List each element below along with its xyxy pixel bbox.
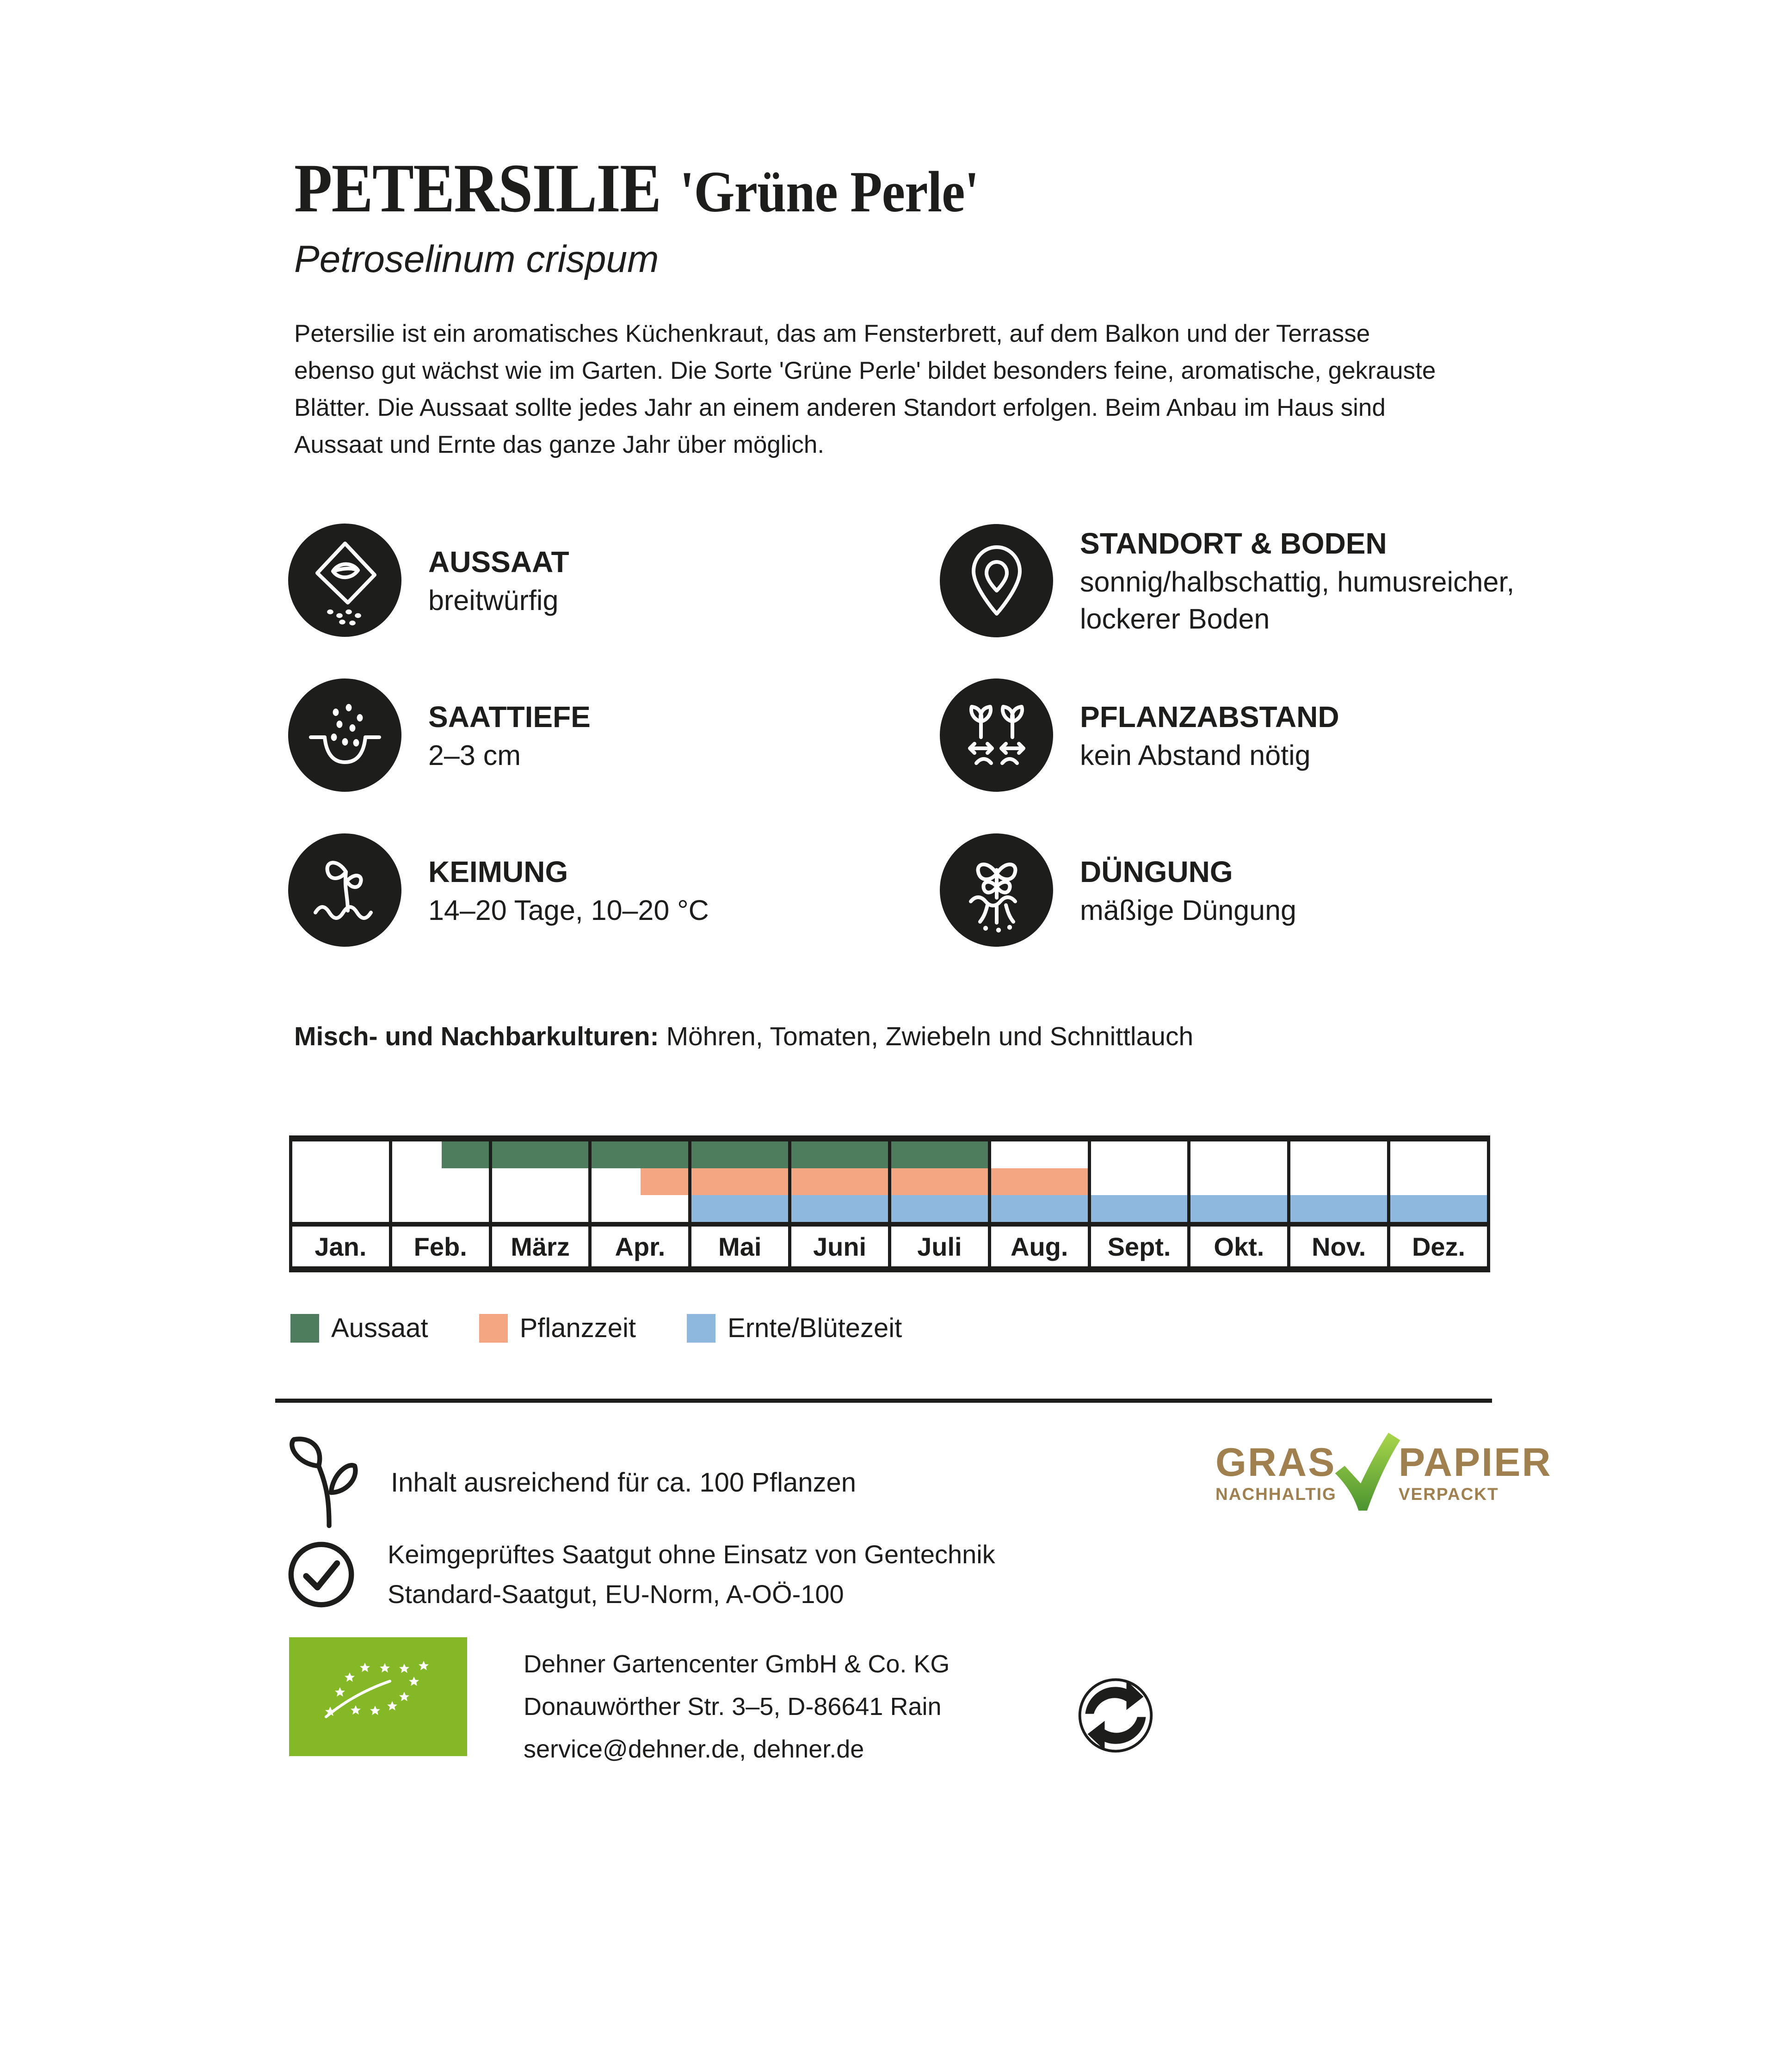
papier-word: PAPIER	[1398, 1440, 1552, 1485]
calendar-grid-cell	[888, 1141, 988, 1222]
info-desc: kein Abstand nötig	[1080, 739, 1311, 771]
seed-depth-icon	[288, 678, 401, 792]
nachhaltig-word: NACHHALTIG	[1215, 1485, 1337, 1504]
checkmark-circle-icon	[284, 1537, 359, 1612]
calendar-month-label-10: Okt.	[1187, 1227, 1287, 1266]
company-address-block	[524, 1643, 950, 1770]
info-desc: mäßige Düngung	[1080, 894, 1296, 926]
companion-text: Möhren, Tomaten, Zwiebeln und Schnittlauch	[666, 1022, 1194, 1051]
legend-label: Ernte/Blütezeit	[728, 1313, 902, 1343]
info-title: PFLANZABSTAND	[1080, 700, 1339, 734]
legend-item-aussaat	[290, 1313, 428, 1344]
calendar-grid-cell	[788, 1141, 888, 1222]
page-title-row	[294, 150, 979, 227]
product-description: Petersilie ist ein aromatisches Küchenkraut, das am Fensterbrett, auf dem Balkon und der Terrasse ebenso gut wächst wie im Garten. Die Sorte 'Grüne Perle' bildet besonders feine, aromatische, gekrauste Blätter. Die Aussaat sollte jedes Jahr an einem anderen Standort erfolgen. Beim Anbau im Haus sind Aussaat und Ernte das ganze Jahr über möglich.	[294, 320, 1436, 458]
calendar-month-label-6: Juni	[788, 1227, 888, 1266]
calendar-month-label-8: Aug.	[988, 1227, 1088, 1266]
calendar-month-label-4: Apr.	[588, 1227, 688, 1266]
company-name: Dehner Gartencenter GmbH & Co. KG	[524, 1650, 950, 1678]
gras-papier-logo	[1215, 1442, 1552, 1518]
green-dot-recycling-icon	[1077, 1677, 1154, 1754]
grass-checkmark-icon	[1333, 1425, 1402, 1518]
content-amount-row	[280, 1434, 856, 1531]
plant-spacing-icon	[940, 678, 1053, 792]
calendar-month-labels	[292, 1222, 1487, 1266]
calendar-grid-cell	[489, 1141, 589, 1222]
info-title: SAATTIEFE	[428, 700, 591, 734]
fertilizing-icon	[940, 833, 1053, 947]
verpackt-word: VERPACKT	[1398, 1485, 1499, 1504]
calendar-grid-cell	[1187, 1141, 1287, 1222]
legend-swatch-aussaat	[290, 1314, 319, 1343]
calendar-month-label-11: Nov.	[1287, 1227, 1387, 1266]
info-item-standort-boden	[940, 524, 1587, 637]
location-soil-icon	[940, 524, 1053, 637]
legend-swatch-ernte	[687, 1314, 715, 1343]
calendar-grid-cell	[1088, 1141, 1188, 1222]
info-desc: sonnig/halbschattig, humusreicher, lockerer Boden	[1080, 566, 1515, 635]
calendar-grid-cell	[1287, 1141, 1387, 1222]
legend-label: Pflanzzeit	[519, 1313, 636, 1343]
calendar-legend	[290, 1313, 902, 1344]
calendar-month-label-5: Mai	[688, 1227, 788, 1266]
calendar-month-label-1: Jan.	[314, 1232, 367, 1261]
variety-name: 'Grüne Perle'	[679, 160, 979, 224]
calendar-month-label-12: Dez.	[1387, 1227, 1487, 1266]
sowing-icon	[288, 524, 401, 637]
gras-logo-right-column	[1399, 1442, 1552, 1504]
product-title: PETERSILIE	[294, 150, 661, 227]
seed-quality-row	[284, 1535, 995, 1614]
info-title: DÜNGUNG	[1080, 855, 1233, 888]
gras-logo-left-column	[1215, 1442, 1337, 1504]
legend-item-ernte	[687, 1313, 902, 1344]
calendar-grid-cell	[292, 1141, 389, 1222]
sowing-calendar-table	[289, 1135, 1490, 1272]
calendar-month-label-2: Feb.	[389, 1227, 489, 1266]
info-desc: breitwürfig	[428, 584, 559, 616]
seed-quality-line1: Keimgeprüftes Saatgut ohne Einsatz von Gentechnik	[388, 1540, 995, 1569]
legend-swatch-pflanzzeit	[479, 1314, 508, 1343]
calendar-month-label-3: März	[489, 1227, 589, 1266]
calendar-grid-lines	[292, 1141, 1487, 1222]
info-title: KEIMUNG	[428, 855, 568, 888]
leaf-sprout-icon	[280, 1434, 375, 1531]
germination-icon	[288, 833, 401, 947]
calendar-grid-cell	[988, 1141, 1088, 1222]
content-amount-text: Inhalt ausreichend für ca. 100 Pflanzen	[391, 1467, 856, 1498]
info-item-keimung	[288, 833, 917, 947]
calendar-grid-cell	[1387, 1141, 1487, 1222]
calendar-month-label-7: Juli	[888, 1227, 988, 1266]
calendar-month-label-9: Sept.	[1088, 1227, 1188, 1266]
info-desc: 2–3 cm	[428, 739, 521, 771]
companion-cultures-line	[294, 1021, 1193, 1052]
info-item-duengung	[940, 833, 1587, 947]
gras-word: GRAS	[1215, 1440, 1336, 1485]
seed-quality-line2: Standard-Saatgut, EU-Norm, A-OÖ-100	[388, 1579, 844, 1609]
eu-organic-logo	[289, 1637, 467, 1756]
legend-item-pflanzzeit	[479, 1313, 636, 1344]
calendar-grid-cell	[688, 1141, 788, 1222]
calendar-grid-cell	[588, 1141, 688, 1222]
footer-row	[289, 1637, 1154, 1770]
seed-quality-text	[388, 1535, 995, 1614]
company-contact: service@dehner.de, dehner.de	[524, 1735, 864, 1763]
section-divider	[275, 1399, 1492, 1403]
info-title: AUSSAAT	[428, 545, 569, 579]
company-street: Donauwörther Str. 3–5, D-86641 Rain	[524, 1693, 942, 1720]
legend-label: Aussaat	[331, 1313, 428, 1343]
info-desc: 14–20 Tage, 10–20 °C	[428, 894, 709, 926]
botanical-name: Petroselinum crispum	[294, 238, 659, 280]
info-item-aussaat	[288, 524, 917, 637]
info-title: STANDORT & BODEN	[1080, 527, 1387, 560]
calendar-bar-area	[292, 1141, 1487, 1222]
companion-label: Misch- und Nachbarkulturen:	[294, 1022, 659, 1051]
calendar-grid-cell	[389, 1141, 489, 1222]
info-item-pflanzabstand	[940, 678, 1587, 792]
info-item-saattiefe	[288, 678, 917, 792]
